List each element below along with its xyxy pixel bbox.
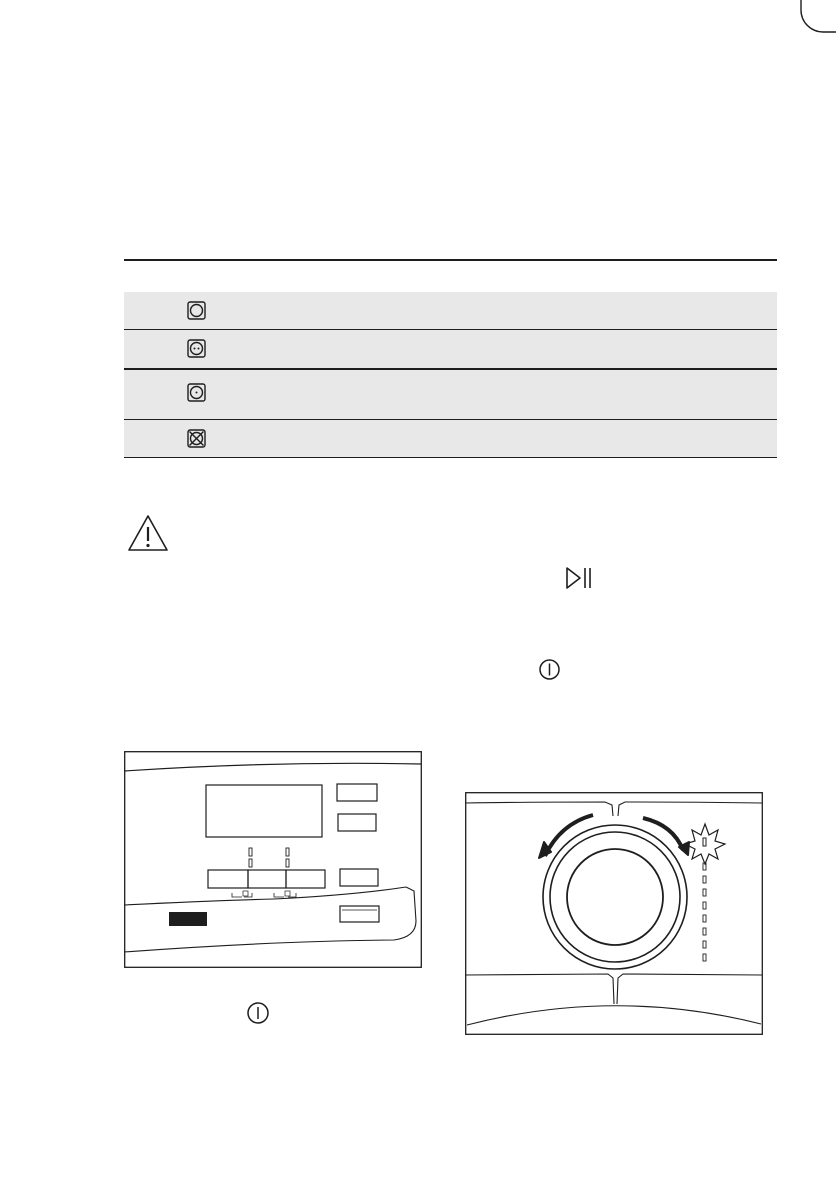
table-row — [124, 292, 777, 329]
program-knob-illustration — [465, 792, 763, 1035]
tumble-dry-normal-temp-icon — [187, 339, 206, 358]
tumble-dry-low-temp-icon — [187, 383, 206, 402]
do-not-tumble-dry-icon — [187, 429, 206, 448]
tumble-dry-icon — [187, 301, 206, 320]
care-symbol-table — [124, 259, 777, 459]
on-off-icon — [246, 1001, 270, 1025]
table-bottom-rule — [124, 457, 777, 458]
table-row — [124, 370, 777, 419]
page-corner-mark — [800, 0, 836, 36]
table-row — [124, 420, 777, 458]
control-panel-illustration — [124, 751, 422, 968]
start-pause-icon — [565, 566, 593, 590]
warning-triangle-icon — [127, 514, 169, 552]
on-off-icon — [538, 658, 561, 681]
table-row — [124, 330, 777, 368]
table-top-rule — [124, 259, 777, 261]
